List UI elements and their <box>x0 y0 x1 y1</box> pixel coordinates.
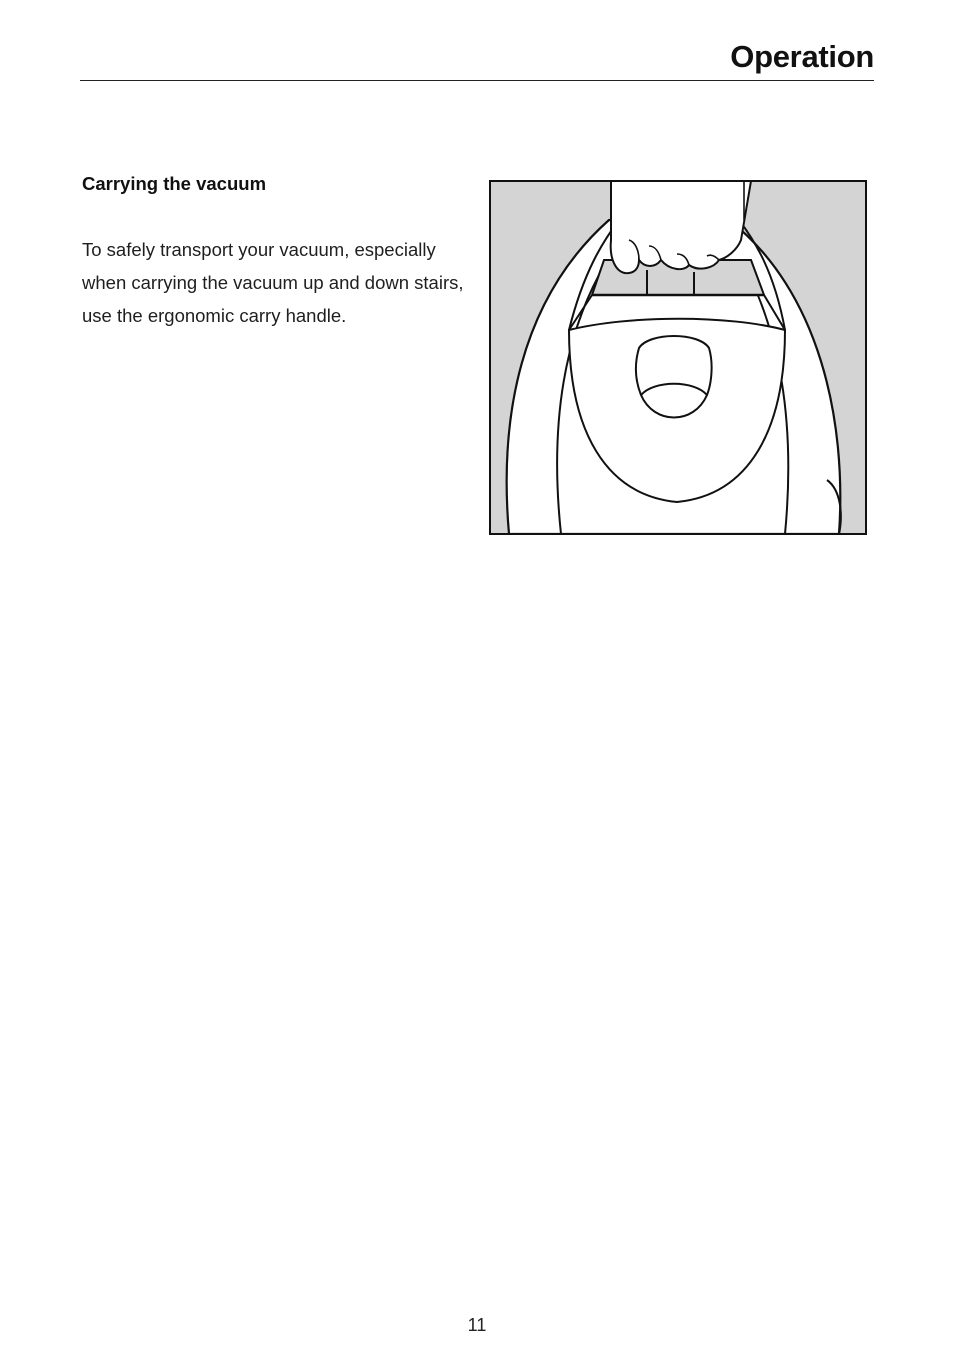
page-title: Operation <box>730 39 874 74</box>
vacuum-carry-illustration <box>489 180 867 535</box>
page-number: 11 <box>467 1315 487 1335</box>
section-body-text: To safely transport your vacuum, especially when carrying the vacuum up and down stairs, use the ergonomic carry handle. <box>82 239 464 326</box>
title-divider <box>80 80 874 81</box>
lid-release-button <box>636 336 712 418</box>
section-heading: Carrying the vacuum <box>82 173 267 194</box>
